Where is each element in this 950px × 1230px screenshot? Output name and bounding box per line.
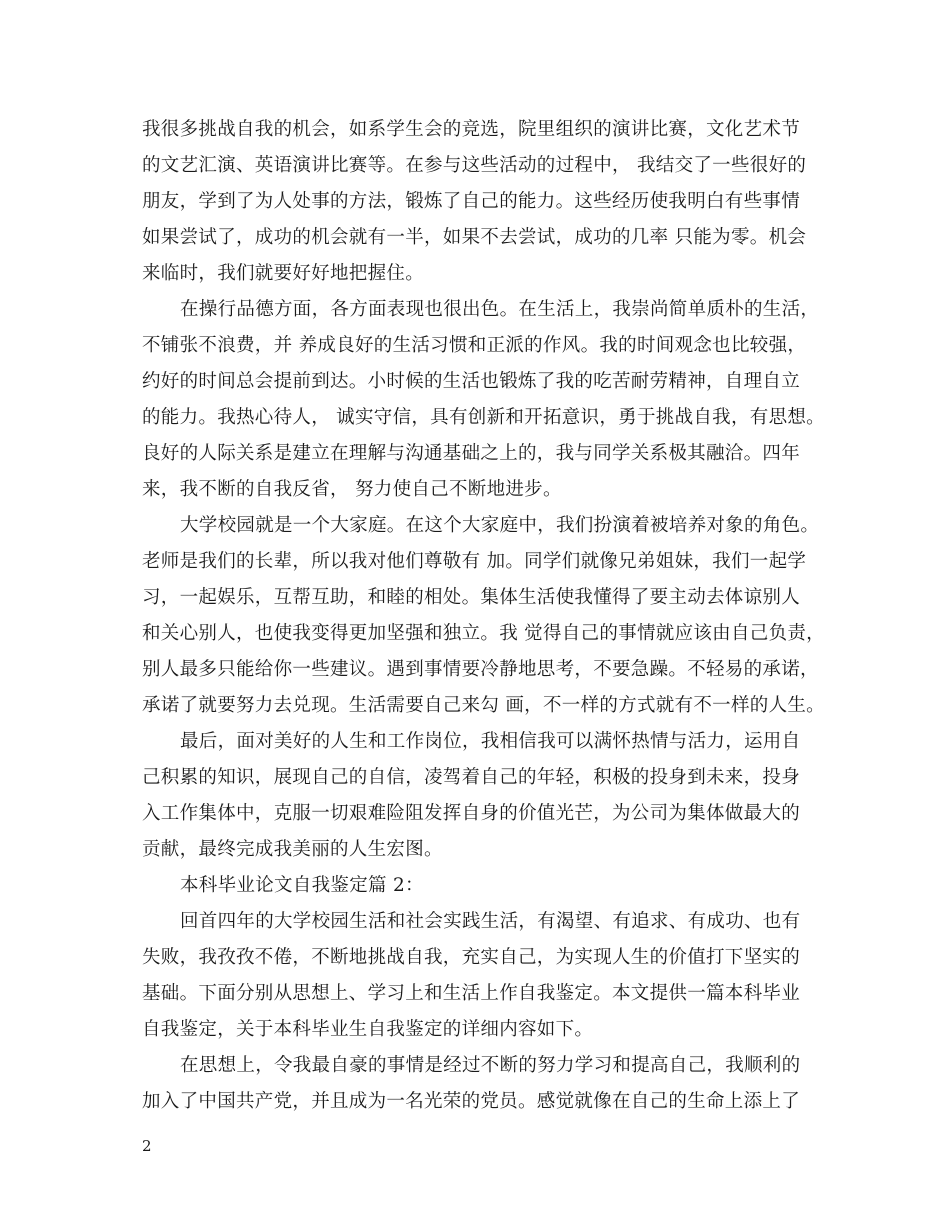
paragraph-start-line: 最后，面对美好的人生和工作岗位，我相信我可以满怀热情与活力，运用自 [180, 731, 801, 752]
body-text-line: 约好的时间总会提前到达。小时候的生活也锻炼了我的吃苦耐劳精神，自理自立 [142, 371, 801, 392]
body-text-line: 习，一起娱乐，互帮互助，和睦的相处。集体生活使我懂得了要主动去体谅别人 [142, 587, 801, 608]
body-text-line: 和关心别人，也使我变得更加坚强和独立。我 觉得自己的事情就应该由自己负责， [142, 623, 825, 644]
body-text-line: 贡献，最终完成我美丽的人生宏图。 [142, 839, 443, 860]
body-text-line: 朋友，学到了为人处事的方法，锻炼了自己的能力。这些经历使我明白有些事情 [142, 191, 801, 212]
body-text-line: 的文艺汇演、英语演讲比赛等。在参与这些活动的过程中， 我结交了一些很好的 [142, 155, 807, 176]
body-text-line: 良好的人际关系是建立在理解与沟通基础之上的，我与同学关系极其融洽。四年 [142, 443, 801, 464]
body-text-line: 如果尝试了，成功的机会就有一半，如果不去尝试，成功的几率 只能为零。机会 [142, 227, 807, 248]
body-text-line: 来，我不断的自我反省， 努力使自己不断地进步。 [142, 479, 562, 500]
paragraph-start-line: 回首四年的大学校园生活和社会实践生活，有渴望、有追求、有成功、也有 [180, 911, 801, 932]
body-text-line: 我很多挑战自我的机会，如系学生会的竞选，院里组织的演讲比赛，文化艺术节 [142, 119, 801, 140]
body-text-line: 入工作集体中，克服一切艰难险阻发挥自身的价值光芒，为公司为集体做最大的 [142, 803, 801, 824]
body-text-line: 承诺了就要努力去兑现。生活需要自己来勾 画，不一样的方式就有不一样的人生。 [142, 695, 825, 716]
body-text-line: 失败，我孜孜不倦，不断地挑战自我，充实自己，为实现人生的价值打下坚实的 [142, 947, 801, 968]
paragraph-start-line: 在操行品德方面，各方面表现也很出色。在生活上，我崇尚简单质朴的生活， [180, 299, 820, 320]
body-text-line: 自我鉴定，关于本科毕业生自我鉴定的详细内容如下。 [142, 1019, 594, 1040]
body-text-line: 老师是我们的长辈，所以我对他们尊敬有 加。同学们就像兄弟姐妹，我们一起学 [142, 551, 807, 572]
body-text-line: 来临时，我们就要好好地把握住。 [142, 263, 425, 284]
body-text-line: 的能力。我热心待人， 诚实守信，具有创新和开拓意识，勇于挑战自我，有思想。 [142, 407, 825, 428]
body-text-line: 不铺张不浪费，并 养成良好的生活习惯和正派的作风。我的时间观念也比较强， [142, 335, 807, 356]
body-text-line: 别人最多只能给你一些建议。遇到事情要冷静地思考，不要急躁。不轻易的承诺， [142, 659, 819, 680]
paragraph-start-line: 在思想上，令我最自豪的事情是经过不断的努力学习和提高自己，我顺利的 [180, 1055, 801, 1076]
body-text-line: 己积累的知识，展现自己的自信，凌驾着自己的年轻，积极的投身到未来，投身 [142, 767, 801, 788]
body-text-line: 加入了中国共产党，并且成为一名光荣的党员。感觉就像在自己的生命上添上了 [142, 1091, 801, 1112]
body-text-line: 基础。下面分别从思想上、学习上和生活上作自我鉴定。本文提供一篇本科毕业 [142, 983, 801, 1004]
section-heading: 本科毕业论文自我鉴定篇 2： [180, 875, 424, 896]
page-number: 2 [142, 1137, 152, 1155]
paragraph-start-line: 大学校园就是一个大家庭。在这个大家庭中，我们扮演着被培养对象的角色。 [180, 515, 820, 536]
